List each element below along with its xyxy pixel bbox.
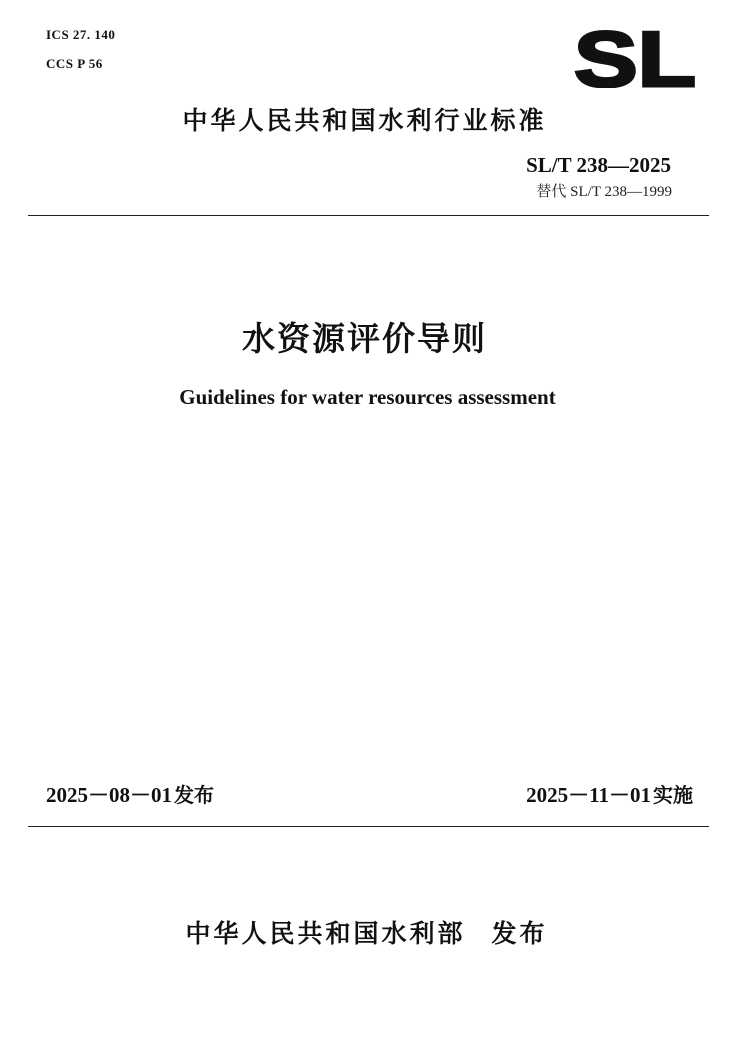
sl-logo-text: SL [574,26,696,88]
replaces-standard: 替代 SL/T 238—1999 [536,184,672,200]
title-chinese-text: 水资源评价导则 [242,319,487,358]
issue-date-label: 发布 [174,783,214,807]
classification-codes [46,20,115,78]
implementation-date-label: 实施 [653,783,693,807]
sl-logo [573,26,697,88]
ics-code: ICS 27. 140 [46,27,116,42]
implementation-date [526,781,693,809]
publisher [0,916,733,952]
title-english [0,383,733,411]
issue-date [46,781,214,809]
issue-date-value: 2025－08－01 [46,783,172,807]
ccs-code: CCS P 56 [46,56,103,71]
title-chinese [0,318,733,360]
standard-category-text: 中华人民共和国水利行业标准 [182,106,547,135]
implementation-date-value: 2025－11－01 [526,783,651,807]
title-english-text: Guidelines for water resources assessment [179,385,556,409]
standard-category [0,104,733,138]
publisher-name: 中华人民共和国水利部 [185,919,466,948]
standard-number: SL/T 238—2025 [526,153,671,177]
top-divider [28,215,709,216]
publisher-action: 发布 [491,919,548,948]
bottom-divider [28,826,709,827]
